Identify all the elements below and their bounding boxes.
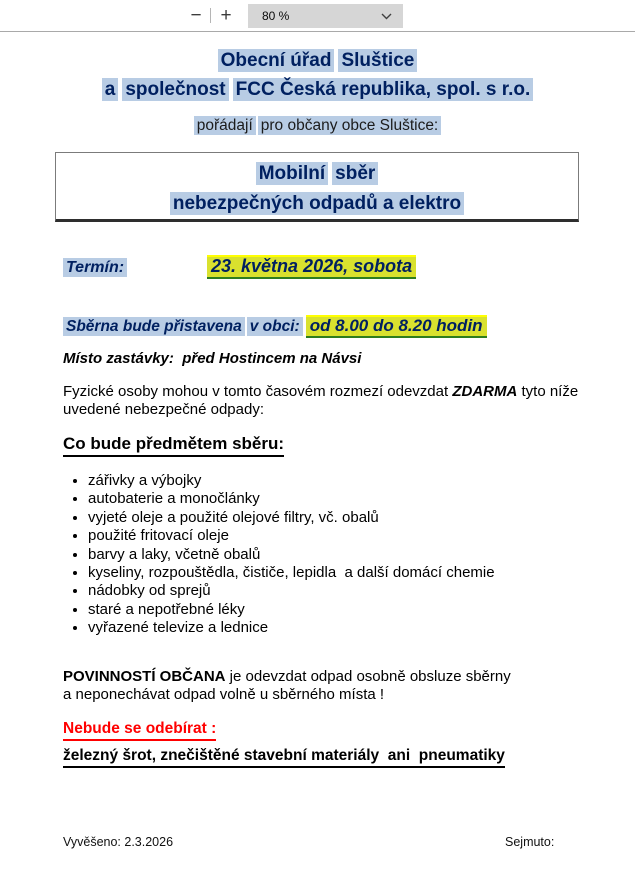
list-item: • kyseliny, rozpouštědla, čističe, lepidla a další domácí chemie [88, 564, 495, 582]
zdarma-emphasis: ZDARMA [452, 383, 518, 400]
header-line2-part: a [102, 78, 119, 101]
zoom-level-value: 80 % [262, 9, 290, 23]
list-item: • vyjeté oleje a použité olejové filtry, vč. obalů [88, 509, 495, 527]
duty-text: a neponechávat odpad volně u sběrného místa ! [63, 685, 385, 703]
title-part: sběr [332, 162, 378, 185]
zoom-level-select[interactable] [248, 4, 403, 28]
duty-paragraph [63, 668, 585, 703]
time-value: od 8.00 do 8.20 hodin [306, 315, 487, 338]
not-accepted-items-text: železný šrot, znečištěné stavební materiály ani pneumatiky [63, 747, 505, 768]
list-heading [63, 434, 284, 457]
not-accepted-heading [63, 720, 216, 741]
subtitle-part: pořádají [194, 116, 256, 135]
list-heading-text: Co bude předmětem sběru: [63, 434, 284, 457]
list-item: • barvy a laky, včetně obalů [88, 546, 495, 564]
list-item: • zářivky a výbojky [88, 472, 495, 490]
header-line1-part: Obecní úřad [218, 49, 335, 72]
title-box-line-1 [56, 159, 578, 189]
zoom-toolbar [0, 0, 635, 32]
document-page [0, 32, 635, 883]
title-box-line-2 [56, 189, 578, 219]
collected-items-list [63, 472, 495, 638]
header-line1-part: Sluštice [338, 49, 417, 72]
removed-date-label: Sejmuto: [505, 835, 555, 849]
list-item: • vyřazené televize a lednice [88, 619, 495, 637]
posted-date-label: Vyvěšeno: 2.3.2026 [63, 835, 174, 849]
header-line-1 [0, 50, 635, 72]
title-part: Mobilní [256, 162, 328, 185]
stop-location-line: Místo zastávky: před Hostincem na Návsi [63, 350, 362, 367]
not-accepted-items [63, 747, 505, 768]
toolbar-divider [210, 8, 211, 23]
zoom-out-button[interactable]: − [184, 3, 208, 29]
intro-paragraph [63, 383, 585, 419]
duty-text: je odevzdat odpad osobně obsluze sběrny [225, 668, 511, 685]
date-label: Termín: [63, 258, 127, 277]
duty-emphasis: POVINNOSTÍ OBČANA [63, 668, 226, 685]
not-accepted-heading-text: Nebude se odebírat : [63, 720, 216, 741]
time-label-part: v obci: [247, 317, 303, 336]
subtitle-part: pro občany obce Sluštice: [258, 116, 442, 135]
intro-text: Fyzické osoby mohou v tomto časovém rozmezí odevzdat [63, 383, 453, 400]
list-item: • použité fritovací oleje [88, 527, 495, 545]
intro-text: uvedené nebezpečné odpady: [63, 401, 265, 418]
time-label-part: Sběrna bude přistavena [63, 317, 245, 336]
header-line2-part: FCC Česká republika, spol. s r.o. [233, 78, 534, 101]
date-row [63, 256, 416, 277]
list-item: • staré a nepotřebné léky [88, 601, 495, 619]
footer-row [63, 835, 580, 849]
date-value: 23. května 2026, sobota [207, 255, 416, 279]
header-line2-part: společnost [122, 78, 228, 101]
list-item: • nádobky od sprejů [88, 582, 495, 600]
intro-text: tyto níže [517, 383, 579, 400]
time-row [63, 316, 487, 336]
header-line-2 [0, 79, 635, 101]
title-part: nebezpečných odpadů a elektro [170, 192, 464, 215]
list-item: • autobaterie a monočlánky [88, 490, 495, 508]
title-box [55, 152, 579, 222]
subtitle-line [0, 117, 635, 135]
chevron-down-icon [381, 13, 392, 20]
zoom-in-button[interactable]: + [214, 3, 238, 29]
